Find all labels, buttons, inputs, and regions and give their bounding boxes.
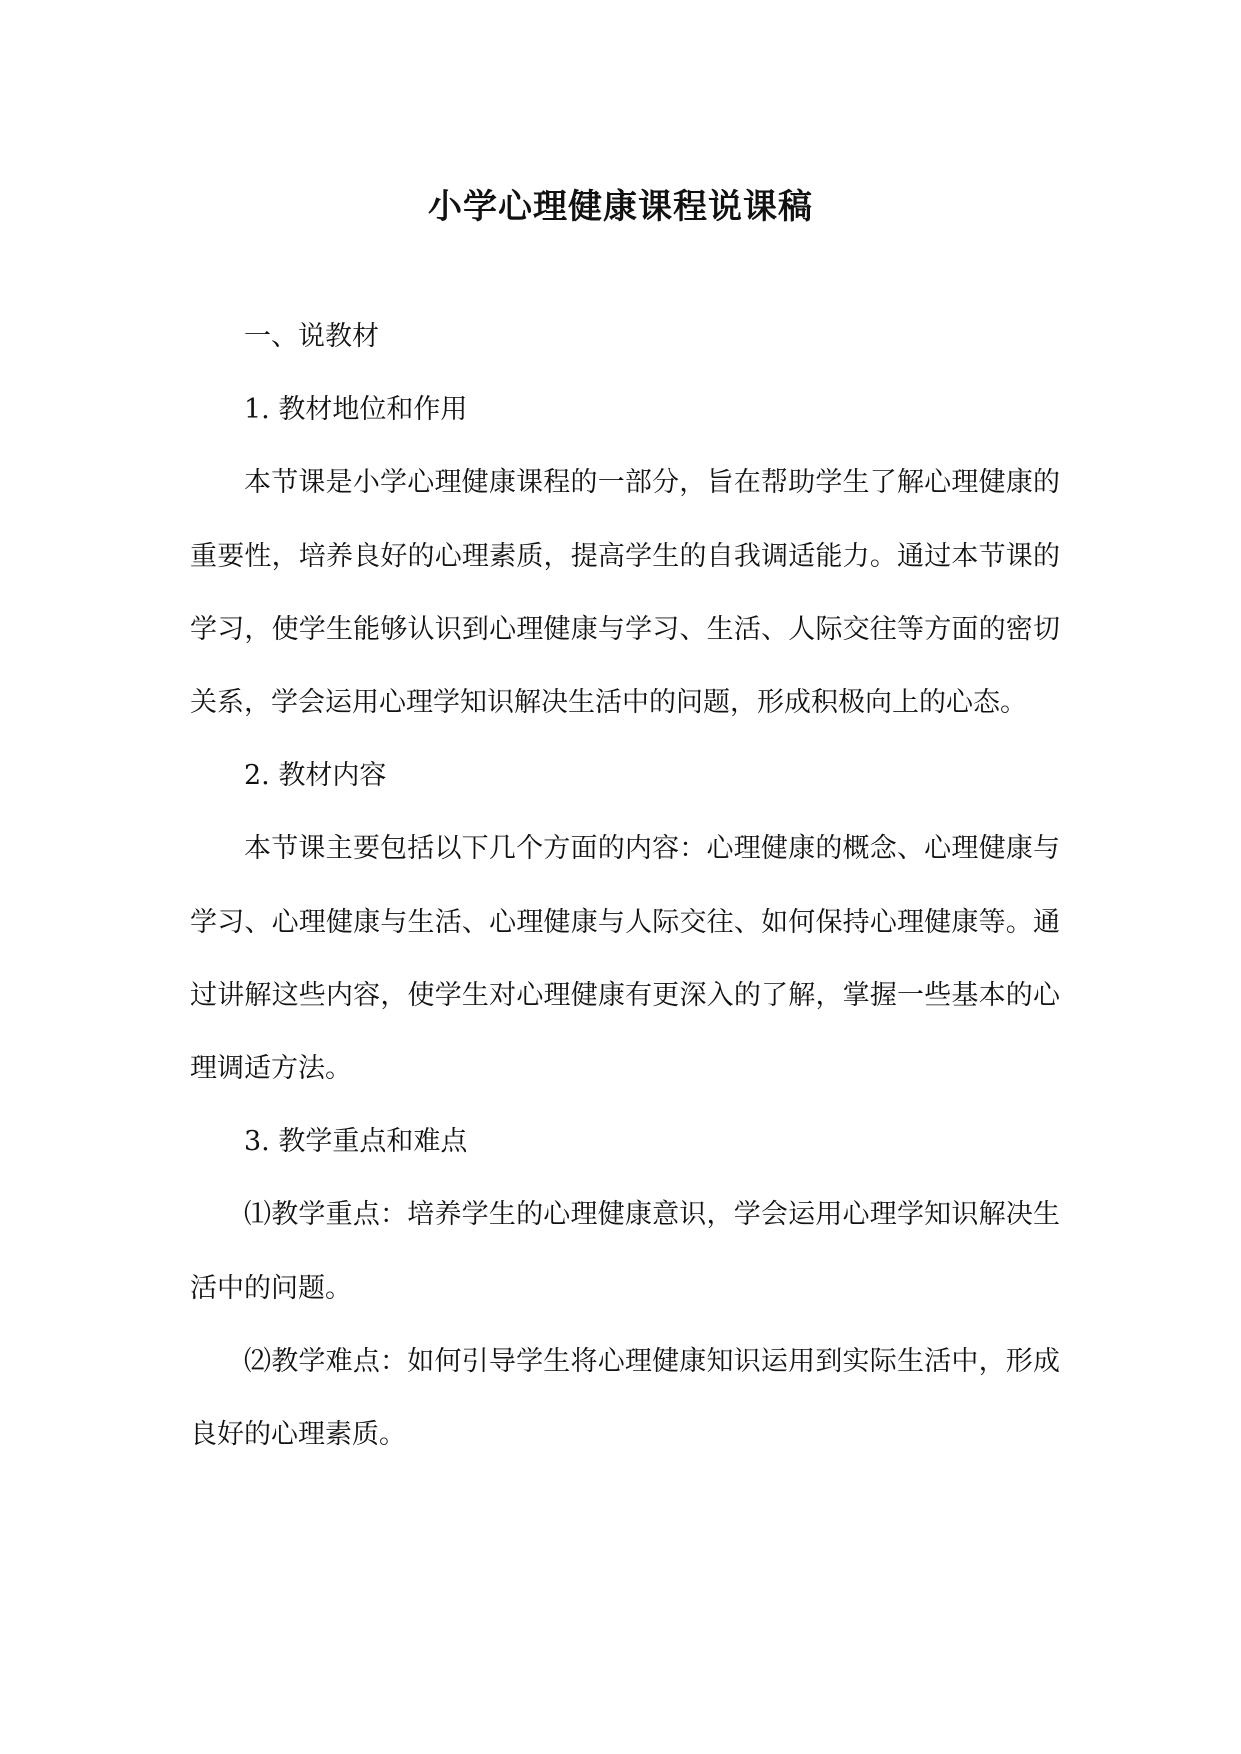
paragraph-status-and-role: 本节课是小学心理健康课程的一部分，旨在帮助学生了解心理健康的重要性，培养良好的心理素质，提高学生的自我调适能力。通过本节课的学习，使学生能够认识到心理健康与学习、生活、人际交往等方面的密切关系，学会运用心理学知识解决生活中的问题，形成积极向上的心态。 xyxy=(190,467,1060,719)
document-body xyxy=(190,300,1060,1471)
paragraph-difficult-point: ⑵教学难点：如何引导学生将心理健康知识运用到实际生活中，形成良好的心理素质。 xyxy=(190,1345,1060,1451)
paragraph-content: 本节课主要包括以下几个方面的内容：心理健康的概念、心理健康与学习、心理健康与生活、心理健康与人际交往、如何保持心理健康等。通过讲解这些内容，使学生对心理健康有更深入的了解，掌握一些基本的心理调适方法。 xyxy=(190,833,1060,1085)
paragraph-key-point: ⑴教学重点：培养学生的心理健康意识，学会运用心理学知识解决生活中的问题。 xyxy=(190,1199,1060,1304)
document-title: 小学心理健康课程说课稿 xyxy=(428,187,813,227)
section-heading-textbook: 一、说教材 xyxy=(244,321,379,352)
subheading-content: 2. 教材内容 xyxy=(244,760,387,792)
subheading-status-and-role: 1. 教材地位和作用 xyxy=(244,394,468,426)
subheading-key-points: 3. 教学重点和难点 xyxy=(244,1126,468,1158)
